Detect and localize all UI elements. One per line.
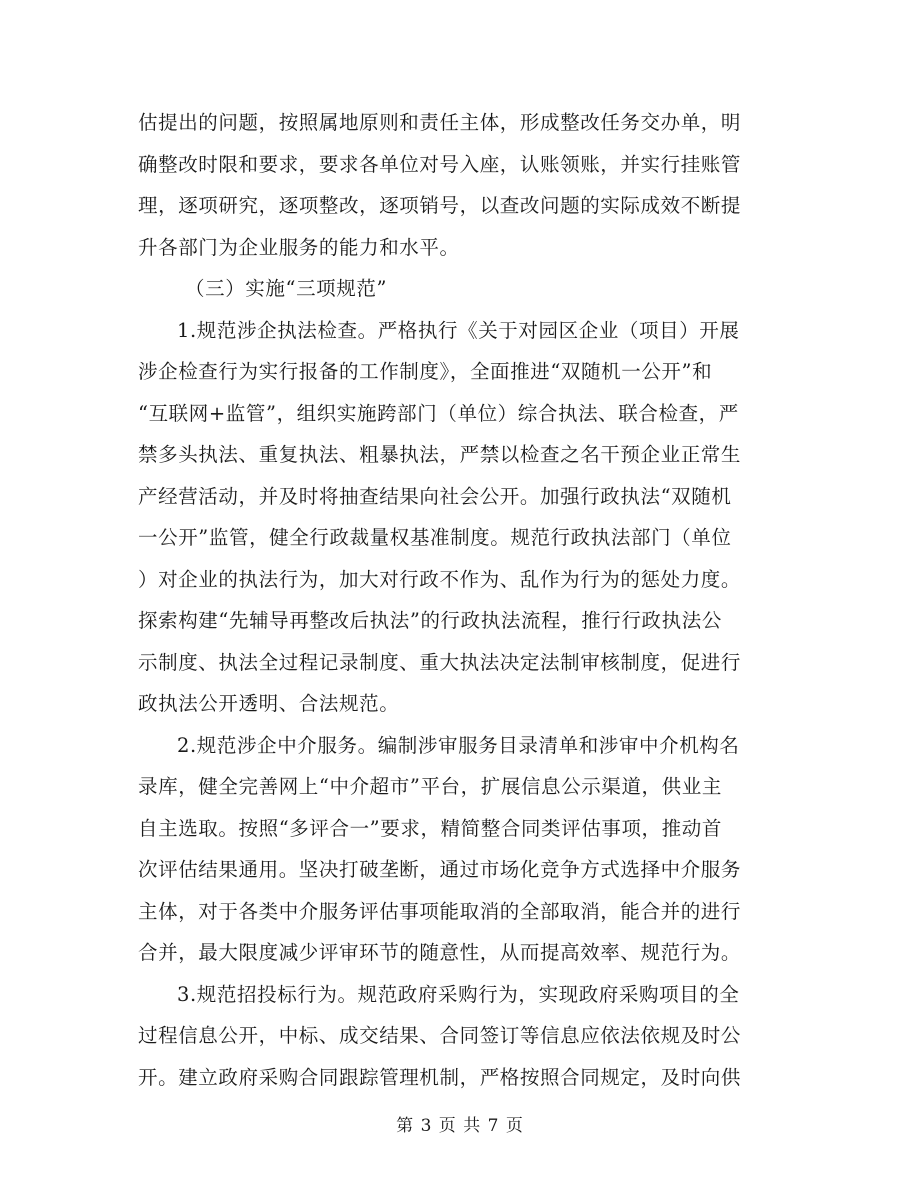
paragraph-line: 过程信息公开，中标、成交结果、合同签订等信息应依法依规及时公 <box>138 1024 742 1047</box>
paragraph-line: 禁多头执法、重复执法、粗暴执法，严禁以检查之名干预企业正常生 <box>138 443 742 466</box>
section-heading: （三）实施“三项规范” <box>185 277 388 300</box>
paragraph-line: 升各部门为企业服务的能力和水平。 <box>138 236 460 259</box>
paragraph-line: 主体，对于各类中介服务评估事项能取消的全部取消，能合并的进行 <box>138 900 742 923</box>
paragraph-line: 1.规范涉企执法检查。严格执行《关于对园区企业（项目）开展 <box>177 319 740 342</box>
paragraph-line: 3.规范招投标行为。规范政府采购行为，实现政府采购项目的全 <box>177 983 740 1006</box>
paragraph-line: 录库，健全完善网上“中介超市”平台，扩展信息公示渠道，供业主 <box>138 775 722 798</box>
paragraph-line: 一公开”监管，健全行政裁量权基准制度。规范行政执法部门（单位 <box>138 526 732 549</box>
paragraph-line: “互联网+监管”，组织实施跨部门（单位）综合执法、联合检查，严 <box>138 402 739 425</box>
paragraph-line: 开。建立政府采购合同跟踪管理机制，严格按照合同规定，及时向供 <box>138 1066 742 1089</box>
page-number-footer: 第 3 页 共 7 页 <box>396 1116 524 1136</box>
paragraph-line: 政执法公开透明、合法规范。 <box>138 692 400 715</box>
paragraph-line: 确整改时限和要求，要求各单位对号入座，认账领账，并实行挂账管 <box>138 153 742 176</box>
paragraph-line: 涉企检查行为实行报备的工作制度》，全面推进“双随机一公开”和 <box>138 360 713 383</box>
paragraph-line: 自主选取。按照“多评合一”要求，精简整合同类评估事项，推动首 <box>138 817 722 840</box>
paragraph-line: 理，逐项研究，逐项整改，逐项销号，以查改问题的实际成效不断提 <box>138 194 742 217</box>
paragraph-line: 2.规范涉企中介服务。编制涉审服务目录清单和涉审中介机构名 <box>177 734 740 757</box>
paragraph-line: 估提出的问题，按照属地原则和责任主体，形成整改任务交办单，明 <box>138 111 742 134</box>
paragraph-line: ）对企业的执法行为，加大对行政不作为、乱作为行为的惩处力度。 <box>138 568 742 591</box>
paragraph-line: 探索构建“先辅导再整改后执法”的行政执法流程，推行行政执法公 <box>138 609 722 632</box>
paragraph-line: 示制度、执法全过程记录制度、重大执法决定法制审核制度，促进行 <box>138 651 742 674</box>
paragraph-line: 次评估结果通用。坚决打破垄断，通过市场化竞争方式选择中介服务 <box>138 858 742 881</box>
paragraph-line: 产经营活动，并及时将抽查结果向社会公开。加强行政执法“双随机 <box>138 485 732 508</box>
paragraph-line: 合并，最大限度减少评审环节的随意性，从而提高效率、规范行为。 <box>138 941 742 964</box>
